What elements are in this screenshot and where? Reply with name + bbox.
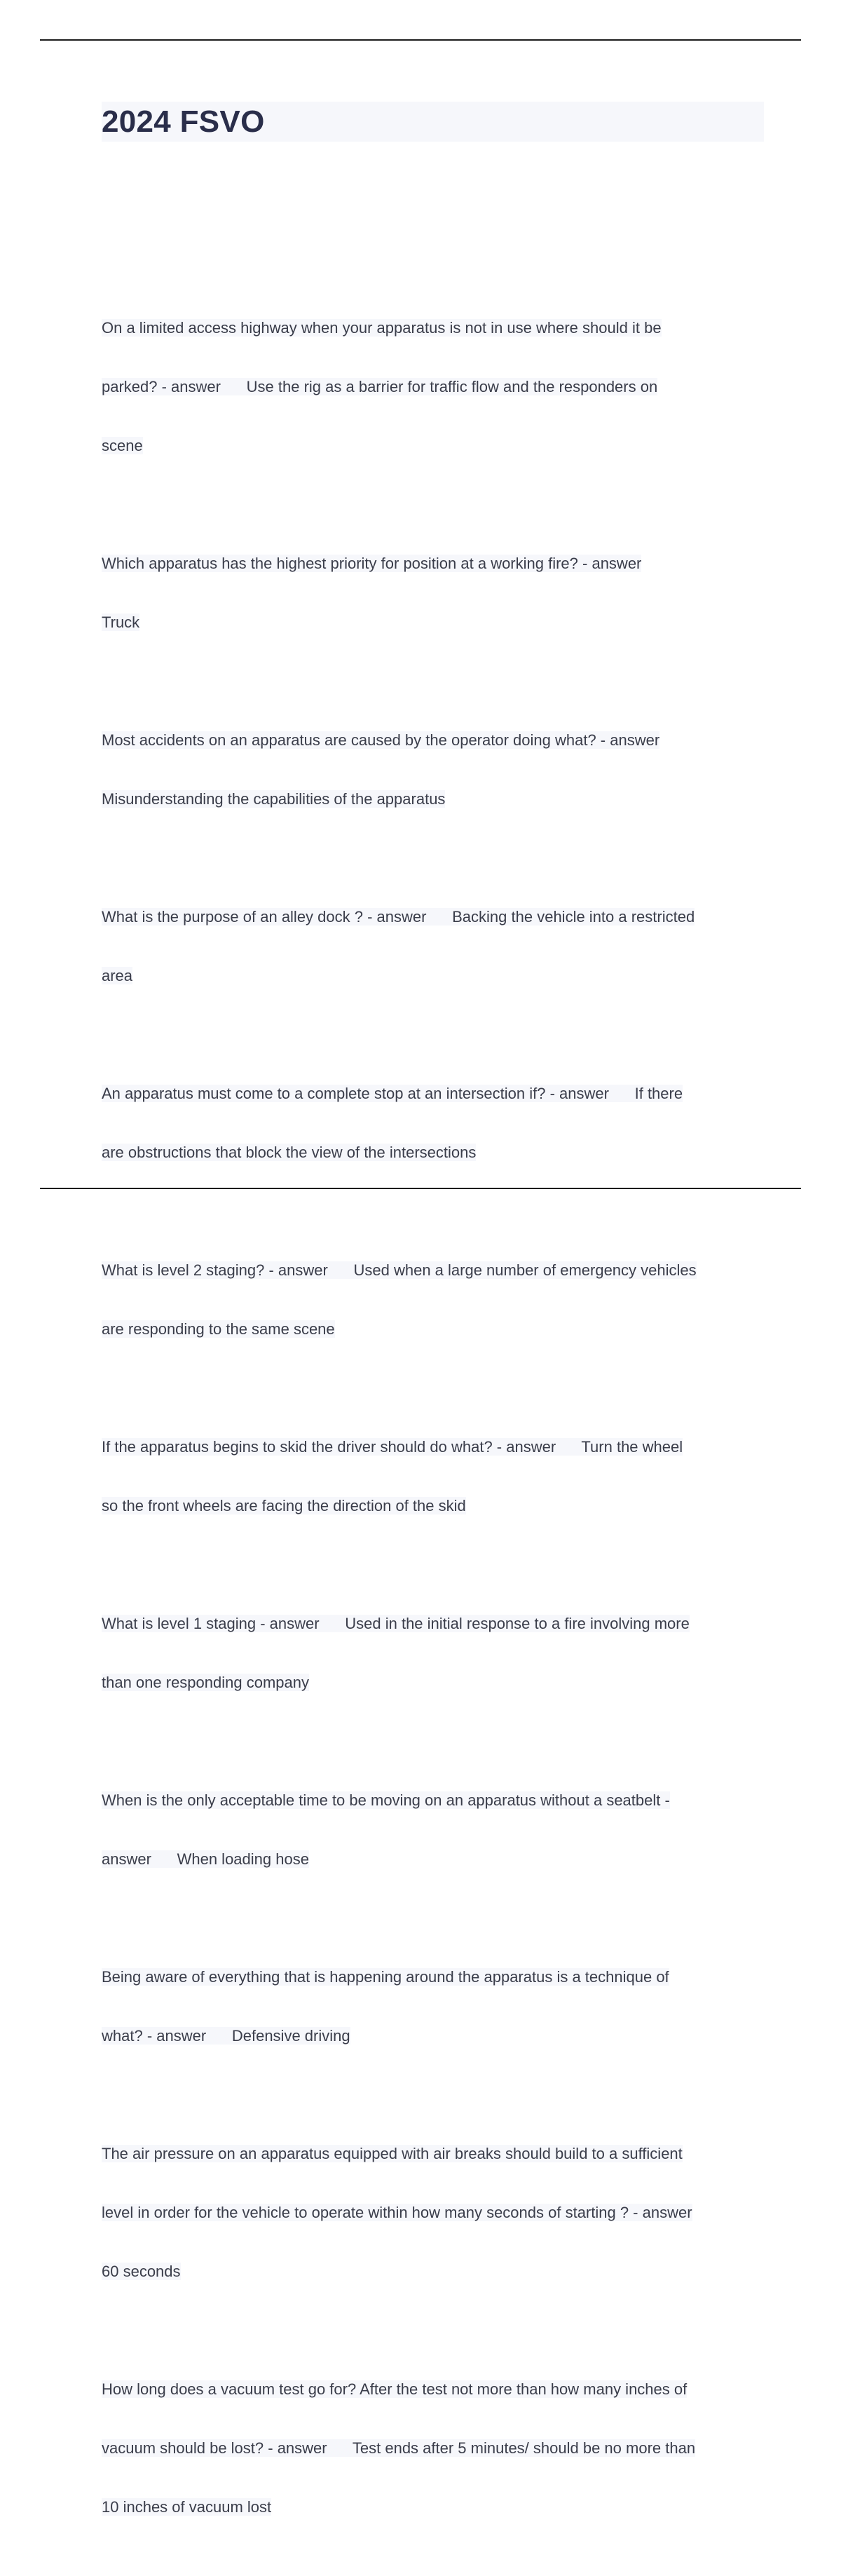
qa-item — [102, 1221, 764, 1378]
qa-line: vacuum should be lost? - answer Test ends after 5 minutes/ should be no more than — [102, 2439, 696, 2457]
qa-line: An apparatus must come to a complete stop at an intersection if? - answer If there — [102, 1085, 683, 1102]
qa-item — [102, 1928, 764, 2085]
qa-item — [102, 2105, 764, 2321]
qa-line: Misunderstanding the capabilities of the apparatus — [102, 790, 446, 808]
qa-item — [102, 279, 764, 495]
qa-line: The air pressure on an apparatus equipped with air breaks should build to a sufficient — [102, 2145, 683, 2162]
qa-list — [102, 279, 764, 2556]
qa-item — [102, 1575, 764, 1732]
qa-item — [102, 1751, 764, 1909]
qa-line: level in order for the vehicle to operate within how many seconds of starting ? - answer — [102, 2204, 692, 2221]
qa-line: Being aware of everything that is happening around the apparatus is a technique of — [102, 1968, 669, 1986]
qa-line: Which apparatus has the highest priority for position at a working fire? - answer — [102, 555, 642, 572]
qa-line: If the apparatus begins to skid the driver should do what? - answer Turn the wheel — [102, 1438, 683, 1456]
qa-line: are obstructions that block the view of the intersections — [102, 1144, 477, 1161]
document-title: 2024 FSVO — [102, 102, 764, 142]
qa-line: scene — [102, 437, 143, 454]
qa-line: what? - answer Defensive driving — [102, 2027, 350, 2045]
qa-line: Most accidents on an apparatus are caused by the operator doing what? - answer — [102, 731, 660, 749]
qa-item — [102, 691, 764, 848]
qa-line: area — [102, 967, 133, 984]
qa-line: When is the only acceptable time to be moving on an apparatus without a seatbelt - — [102, 1791, 670, 1809]
qa-line: answer When loading hose — [102, 1850, 309, 1868]
qa-item — [102, 2340, 764, 2556]
qa-line: parked? - answer Use the rig as a barrier for traffic flow and the responders on — [102, 378, 658, 395]
qa-line: What is the purpose of an alley dock ? - answer Backing the vehicle into a restricted — [102, 908, 695, 926]
qa-line: What is level 2 staging? - answer Used when a large number of emergency vehicles — [102, 1261, 697, 1279]
top-rule — [40, 39, 801, 41]
qa-line: How long does a vacuum test go for? After the test not more than how many inches of — [102, 2380, 688, 2398]
qa-line: Truck — [102, 614, 140, 631]
qa-line: so the front wheels are facing the direction of the skid — [102, 1497, 466, 1514]
qa-line: What is level 1 staging - answer Used in the initial response to a fire involving more — [102, 1615, 690, 1632]
qa-line: On a limited access highway when your apparatus is not in use where should it be — [102, 319, 662, 337]
qa-item — [102, 868, 764, 1025]
qa-line: are responding to the same scene — [102, 1320, 335, 1338]
bottom-rule — [40, 1188, 801, 1189]
qa-line: 10 inches of vacuum lost — [102, 2498, 272, 2516]
qa-item — [102, 1398, 764, 1555]
qa-line: 60 seconds — [102, 2263, 181, 2280]
qa-item — [102, 1045, 764, 1202]
document-page — [102, 102, 764, 2576]
qa-line: than one responding company — [102, 1674, 309, 1691]
qa-item — [102, 515, 764, 672]
